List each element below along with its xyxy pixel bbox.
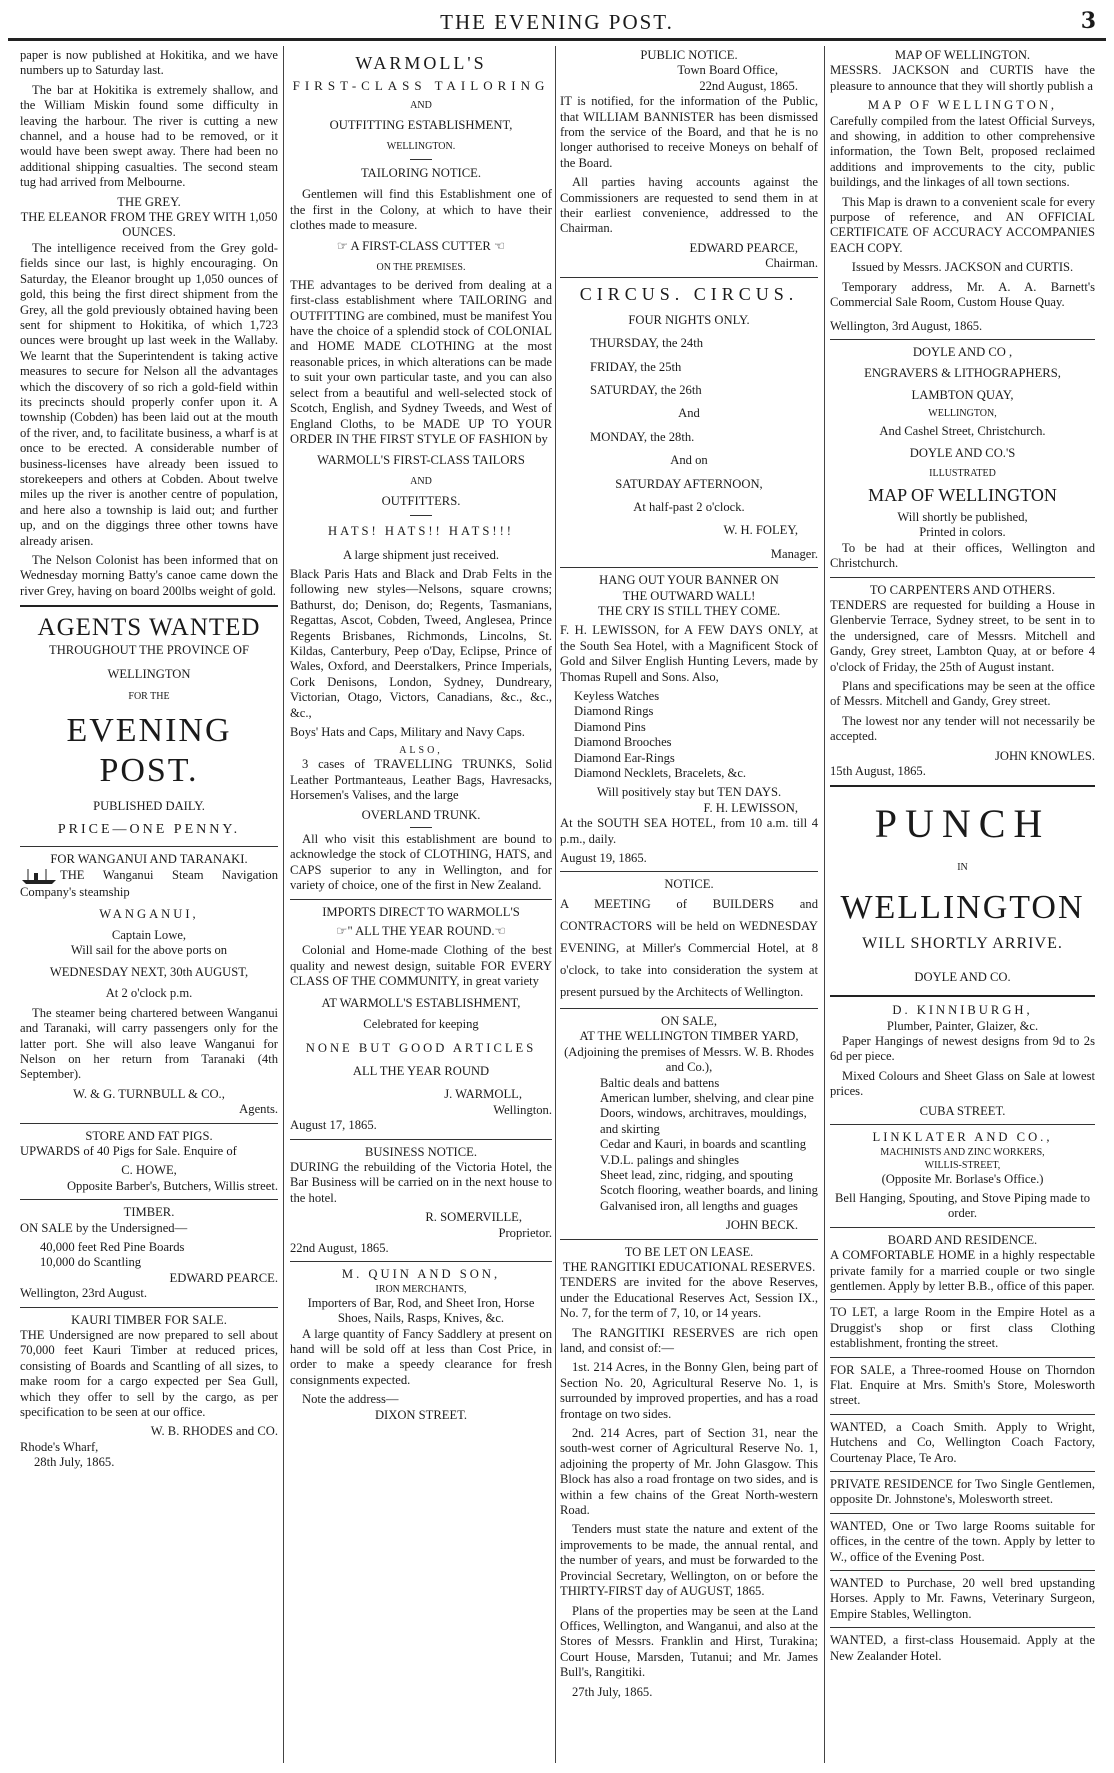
wanganui-time: At 2 o'clock p.m.	[105, 986, 193, 1001]
doyle-line: To be had at their offices, Wellington and Christchurch.	[830, 540, 1095, 571]
column-divider	[283, 46, 284, 1763]
circus-time: At half-past 2 o'clock.	[633, 499, 745, 514]
business-date: 22nd August, 1865.	[290, 1240, 389, 1255]
punch-doyle: DOYLE AND CO.	[914, 969, 1011, 984]
notice-heading: NOTICE.	[664, 877, 714, 892]
lease-text: Tenders must state the nature and extent of the improvements to be made, the annual rental, and the number of years, and must be forwarded to the Provincial Secretary, Wellington, on or before the THIRTY-FIRST day of AUGUST, 1865.	[560, 1522, 818, 1599]
onsale-heading: ON SALE,	[661, 1013, 717, 1028]
divider	[290, 1139, 552, 1140]
lewisson-item: Keyless Watches	[574, 689, 660, 703]
carpenters-text: Plans and specifications may be seen at the office of Messrs. Mitchell and Gandy, Grey street.	[830, 679, 1095, 709]
bar-article: The bar at Hokitika is extremely shallow, and the William Miskin found some difficulty in leaving the harbour. The river is cutting a new channel, and a house had to be removed, or it would have been swept away. There had been no additional shipping casualties. The second steam tug had arrived from Melbourne.	[20, 82, 278, 190]
public-office: Town Board Office,	[677, 63, 778, 78]
pigs-signature: C. HOWE,	[121, 1163, 177, 1178]
lewisson-item: Diamond Necklets, Bracelets, &c.	[574, 766, 747, 781]
wanganui-heading: FOR WANGANUI AND TARANAKI.	[50, 851, 248, 866]
kauri-heading: KAURI TIMBER FOR SALE.	[71, 1312, 227, 1327]
divider	[830, 339, 1095, 340]
quin-address: DIXON STREET.	[374, 1407, 468, 1422]
circus-and: And	[678, 406, 700, 421]
lease-text: The RANGITIKI RESERVES are rich open land, and consist of:—	[560, 1325, 818, 1355]
carpenters-date: 15th August, 1865.	[830, 764, 926, 779]
lewisson-stay: Will positively stay but TEN DAYS.	[596, 785, 782, 800]
lease-date: 27th July, 1865.	[572, 1684, 653, 1699]
for-sale-text: FOR SALE, a Three-roomed House on Thorndon Flat. Enquire at Mrs. Smith's Store, Molesworth street.	[830, 1362, 1095, 1408]
divider	[20, 846, 278, 847]
onsale-item: Cedar and Kauri, in boards and scantling	[600, 1137, 806, 1152]
pointing-hand-icon: ☜	[494, 924, 506, 939]
pointing-hand-icon: ☞	[336, 239, 349, 254]
public-role: Chairman.	[765, 256, 818, 271]
pigs-address: Opposite Barber's, Butchers, Willis street.	[66, 1178, 278, 1193]
divider	[830, 1627, 1095, 1628]
agents-line: WELLINGTON	[107, 666, 191, 681]
grey-heading: THE GREY.	[117, 194, 181, 209]
wanted-text: WANTED, a first-class Housemaid. Apply at the New Zealander Hotel.	[830, 1633, 1095, 1663]
map-text-3: This Map is drawn to a convenient scale for every purpose of reference, and AN OFFICIAL CERTIFICATE OF ACCURACY ACCOMPANIES EACH COPY.	[830, 194, 1095, 255]
quin-imports: Importers of Bar, Rod, and Sheet Iron, Horse Shoes, Nails, Rasps, Knives, &c.	[307, 1295, 535, 1326]
lewisson-item: Diamond Pins	[574, 719, 646, 734]
circus-role: Manager.	[770, 546, 818, 561]
lewisson-date: August 19, 1865.	[560, 851, 647, 866]
timber-signature: EDWARD PEARCE.	[169, 1270, 278, 1285]
divider	[560, 1008, 818, 1009]
lease-text: TENDERS are invited for the above Reserves, under the Educational Reserves Act, Session IX., No. 7, for the term of 7, 10, or 14 years.	[560, 1275, 818, 1321]
lease-text: 2nd. 214 Acres, part of Section 31, near the south-west corner of Agricultural Reserve No. 1, adjoining the property of Mr. John Glasgow. This Block has also a road frontage on two sides, and is within a few chains of the Great North-western Road.	[560, 1426, 818, 1518]
onsale-adjoining: (Adjoining the premises of Messrs. W. B. Rhodes and Co.),	[564, 1044, 814, 1075]
divider	[830, 1414, 1095, 1415]
kinniburgh-line: Plumber, Painter, Glaizer, &c.	[886, 1018, 1039, 1033]
lease-text: 1st. 214 Acres, in the Bonny Glen, being part of Section No. 20, Agricultural Reserve No. 1, is surrounded by improved properties, and has a road frontage on two sides.	[560, 1360, 818, 1421]
punch-in: IN	[957, 862, 968, 874]
warmoll-date: August 17, 1865.	[290, 1118, 377, 1133]
onsale-item: Scotch flooring, weather boards, and lining	[600, 1183, 818, 1198]
warmoll-outfitting: OUTFITTING ESTABLISHMENT,	[329, 118, 513, 133]
divider	[830, 995, 1095, 997]
wanganui-line: Will sail for the above ports on	[70, 943, 228, 958]
public-text-2: All parties having accounts against the Commissioners are requested to send them in at their earliest convenience, addressed to the Chairman.	[560, 175, 818, 236]
wanted-text: WANTED, One or Two large Rooms suitable for offices, in the centre of the town. Apply by letter to W., office of the Evening Post.	[830, 1518, 1095, 1564]
divider	[830, 1124, 1095, 1125]
banner-line: THE OUTWARD WALL!	[622, 588, 756, 603]
agents-price: PRICE—ONE PENNY.	[57, 822, 241, 838]
lewisson-text: F. H. LEWISSON, for A FEW DAYS ONLY, at the South Sea Hotel, with a Magnificent Stock of Gold and Silver English Hunting Levers, made by Thomas Rupell and Sons. Also,	[560, 623, 818, 684]
agents-line: THROUGHOUT THE PROVINCE OF	[49, 643, 249, 658]
timber-date: Wellington, 23rd August.	[20, 1286, 148, 1301]
to-let-text: TO LET, a large Room in the Empire Hotel as a Druggist's shop or first class Clothing establishment, fronting the street.	[830, 1305, 1095, 1351]
kauri-date: 28th July, 1865.	[34, 1455, 115, 1470]
divider	[830, 1227, 1095, 1228]
colonial-text: Colonial and Home-made Clothing of the best quality and newest design, suitable FOR EVERY CLASS OF THE COMMUNITY, in great variety	[290, 943, 552, 989]
warmoll-tailoring: FIRST-CLASS TAILORING	[292, 78, 550, 93]
onsale-item: Doors, windows, architraves, mouldings, and skirting	[600, 1106, 807, 1136]
timber-item: 40,000 feet Red Pine Boards	[40, 1239, 185, 1254]
doyle-line: ILLUSTRATED	[929, 467, 996, 479]
public-text: IT is notified, for the information of the Public, that WILLIAM BANNISTER has been dismissed from the service of the Board, and that he is no longer authorised to receive Moneys on behalf of the Board.	[560, 94, 818, 170]
lewisson-item: Diamond Ear-Rings	[574, 750, 675, 765]
none-but-line: NONE BUT GOOD ARTICLES	[305, 1040, 537, 1055]
lease-heading: TO BE LET ON LEASE.	[624, 1244, 754, 1259]
kauri-signature: W. B. RHODES and CO.	[150, 1424, 278, 1439]
steamship-icon	[20, 867, 60, 885]
divider	[830, 1513, 1095, 1514]
doyle-line: Printed in colors.	[919, 525, 1006, 540]
carpenters-signature: JOHN KNOWLES.	[994, 748, 1095, 763]
private-residence-text: PRIVATE RESIDENCE for Two Single Gentlemen, opposite Dr. Johnstone's, Molesworth street.	[830, 1477, 1095, 1507]
onsale-item: American lumber, shelving, and clear pine	[600, 1090, 814, 1105]
divider	[20, 1307, 278, 1308]
map-date: Wellington, 3rd August, 1865.	[830, 318, 983, 333]
celebrated-line: Celebrated for keeping	[363, 1017, 479, 1032]
divider	[20, 1123, 278, 1124]
lease-text: Plans of the properties may be seen at the Land Offices, Wellington, and Wanganui, and also at the Stores of Messrs. Franklin and Hirst, Turakina; Court House, Marsden, Tutanui; and Mr. James Bull's, Rangitiki.	[560, 1603, 818, 1680]
map-address: Temporary address, Mr. A. A. Barnett's Commercial Sale Room, Custom House Quay.	[830, 279, 1095, 310]
header-rule	[8, 38, 1106, 41]
divider	[560, 277, 818, 278]
hats-list: Black Paris Hats and Black and Drab Felts in the following new styles—Nelsons, square crowns; Bathurst, do; Denison, do; Regents, Tasmanians, Regattas, Ascot, Cobden, Tweed, Anglesea, Prince Regents Brisbanes, Richmonds, Lincolns, St. Kildas, Canterbury, Peep o'Day, Eclipse, Prince of Wales, Oxford, and Deerstalkers, Prince Imperials, Cork Denisons, London, Sydney, Dundreary, Victorian, Otago, Victors, Canadians, &c., &c., &c.,	[290, 566, 552, 720]
doyle-line: ENGRAVERS & LITHOGRAPHERS,	[864, 366, 1061, 381]
divider	[830, 1570, 1095, 1571]
map-heading: MAP OF WELLINGTON.	[894, 48, 1031, 62]
timber-heading: TIMBER.	[123, 1205, 175, 1220]
doyle-heading: DOYLE AND CO ,	[912, 344, 1013, 359]
at-warmoll-line: AT WARMOLL'S ESTABLISHMENT,	[321, 995, 521, 1010]
column-divider	[555, 46, 556, 1763]
map-text: MESSRS. JACKSON and CURTIS have the pleasure to announce that they will shortly publish a	[830, 63, 1095, 93]
wanganui-text: THE Wanganui Steam Navigation Company's steamship	[20, 868, 278, 900]
wanganui-signature: W. & G. TURNBULL & CO.,	[73, 1086, 225, 1101]
column-divider	[824, 46, 825, 1763]
advantages-text: THE advantages to be derived from dealing at a first-class establishment where TAILORING and OUTFITTING are combined, must be manifest You have the choice of a splendid stock of COLONIAL and HOME MADE CLOTHING at the most reasonable prices, in which alterations can be made to suit your own particular taste, and you can also select from a beautiful and well-selected stock of Scotch, English, and Sydney Tweeds, and West of England Cloths, to be MADE UP TO YOUR ORDER IN THE FIRST STYLE OF FASHION by	[290, 277, 552, 446]
linklater-line: Bell Hanging, Spouting, and Stove Piping made to order.	[834, 1190, 1090, 1221]
lewisson-item: Diamond Brooches	[574, 735, 672, 750]
captain: Captain Lowe,	[111, 928, 187, 943]
hats-received: A large shipment just received.	[342, 547, 500, 562]
divider	[830, 1299, 1095, 1300]
divider	[560, 567, 818, 568]
lease-subheading: THE RANGITIKI EDUCATIONAL RESERVES.	[562, 1259, 816, 1274]
business-signature: R. SOMERVILLE,	[425, 1210, 522, 1225]
divider	[830, 785, 1095, 787]
trunks-text: 3 cases of TRAVELLING TRUNKS, Solid Leather Portmanteaus, Leather Bags, Havresacks, Horsemen's Valises, and the large	[290, 757, 552, 803]
doyle-line: And Cashel Street, Christchurch.	[879, 424, 1046, 439]
onsale-item: Sheet lead, zinc, ridging, and spouting	[600, 1167, 794, 1182]
and-line: AND	[410, 475, 432, 487]
ship-name: WANGANUI,	[99, 906, 199, 921]
kinniburgh-street: CUBA STREET.	[919, 1103, 1006, 1118]
map-title: MAP OF WELLINGTON,	[867, 98, 1058, 113]
quin-text: A large quantity of Fancy Saddlery at present on hand will be sold off at less than Cost Price, in order to make a speedy clearance for fresh consignments expected.	[290, 1326, 552, 1387]
kinniburgh-line: Paper Hangings of newest designs from 9d to 2s 6d per piece.	[830, 1034, 1095, 1064]
page-header	[0, 0, 1114, 46]
divider	[290, 1261, 552, 1262]
divider	[560, 871, 818, 872]
colonist-article: The Nelson Colonist has been informed that on Wednesday morning Batty's canoe came down the river Grey, having on board 200lbs weight of gold.	[20, 553, 278, 598]
board-heading: BOARD AND RESIDENCE.	[887, 1232, 1038, 1247]
doyle-line: WELLINGTON,	[928, 408, 997, 420]
business-role: Proprietor.	[498, 1225, 552, 1240]
agents-heading: AGENTS WANTED	[37, 614, 261, 642]
four-nights: FOUR NIGHTS ONLY.	[628, 312, 750, 327]
circus-sat-afternoon: SATURDAY AFTERNOON,	[615, 476, 763, 491]
cutter-line: A FIRST-CLASS CUTTER	[350, 239, 491, 254]
circus-day: SATURDAY, the 26th	[590, 382, 702, 397]
wanganui-date: WEDNESDAY NEXT, 30th AUGUST,	[49, 964, 249, 979]
divider	[830, 1471, 1095, 1472]
quin-subheading: IRON MERCHANTS,	[375, 1283, 467, 1295]
kinniburgh-heading: D. KINNIBURGH,	[892, 1003, 1033, 1018]
intro-text: paper is now published at Hokitika, and we have numbers up to Saturday last.	[20, 48, 278, 78]
lewisson-item: Diamond Rings	[574, 704, 654, 719]
carpenters-heading: TO CARPENTERS AND OTHERS.	[869, 582, 1056, 597]
warmoll-title: WARMOLL'S	[355, 53, 487, 73]
linklater-heading: LINKLATER AND CO.,	[872, 1130, 1053, 1145]
visit-text: All who visit this establishment are bound to acknowledge the stock of CLOTHING, HATS, and CAPS superior to any in Wellington, and for variety of choice, one of the first in New Zealand.	[290, 832, 552, 893]
premises-line: ON THE PREMISES.	[376, 261, 466, 273]
map-text-2: Carefully compiled from the latest Official Surveys, and showing, in addition to other comprehensive information, the Town Belt, proposed reclaimed additions and improvements to the city, public buildings, and the linkages of all town sections.	[830, 113, 1095, 190]
imports-line: IMPORTS DIRECT TO WARMOLL'S	[322, 904, 520, 919]
notice-text: A MEETING of BUILDERS and CONTRACTORS will be held on WEDNESDAY EVENING, at Miller's Commercial Hotel, at 8 o'clock, to take into consideration the system at present pursued by the Architects of Wellington.	[560, 896, 818, 999]
wanted-text: WANTED to Purchase, 20 well bred upstanding Horses. Apply to Mr. Fawns, Veterinary Surgeon, Empire Stables, Wellington.	[830, 1576, 1095, 1621]
grey-article: The intelligence received from the Grey gold-fields since our last, is highly encouraging. On Saturday, the Eleanor brought up 1,050 ounces of gold, this being the first direct shipment from the Grey, all the gold previously obtained having been sent for shipment to Hokitika, of which 1,723 ounces were brought up last week in the Wallaby. We learnt that the Superintendent is taking active measures to secure for Nelson all the advantages which the discovery of so rich a gold-field within its precincts should properly confer upon it. A township (Cobden) has been laid out at the mouth of the river, and, to facilitate business, a wharf is at once to be erected. A considerable number of business-licenses have already been issued to storekeepers and others at Cobden. About twelve miles up the river is another centre of population, and here also a township is laid out; and further up, and on the diggings three other towns have already arisen.	[20, 240, 278, 548]
circus-day: THURSDAY, the 24th	[590, 336, 704, 351]
onsale-location: AT THE WELLINGTON TIMBER YARD,	[579, 1029, 799, 1044]
timber-item: 10,000 do Scantling	[40, 1255, 142, 1270]
lewisson-items	[574, 689, 818, 781]
lewisson-location: At the SOUTH SEA HOTEL, from 10 a.m. till 4 p.m., daily.	[560, 816, 818, 846]
punch-title: PUNCH	[874, 801, 1051, 847]
year-round-line: " ALL THE YEAR ROUND.	[347, 924, 495, 939]
public-date: 22nd August, 1865.	[699, 78, 798, 93]
divider	[20, 605, 278, 607]
quin-heading: M. QUIN AND SON,	[341, 1267, 501, 1282]
kauri-text: THE Undersigned are now prepared to sell about 70,000 feet Kauri Timber at reduced prices, consisting of Boards and Scantling of all sizes, to make room for a cargo expected per Sea Gull, which they offer to sell by the cargo, as per specification to be seen at our office.	[20, 1328, 278, 1420]
kinniburgh-line: Mixed Colours and Sheet Glass on Sale at lowest prices.	[830, 1068, 1095, 1099]
onsale-item: Baltic deals and battens	[600, 1075, 720, 1090]
banner-line: HANG OUT YOUR BANNER ON	[599, 573, 779, 588]
linklater-line: WILLIS-STREET,	[924, 1159, 1001, 1171]
lewisson-signature: F. H. LEWISSON,	[703, 800, 798, 815]
column-2	[290, 48, 552, 1763]
column-3	[560, 48, 818, 1763]
public-notice-heading: PUBLIC NOTICE.	[640, 48, 738, 62]
business-heading: BUSINESS NOTICE.	[365, 1144, 477, 1159]
circus-and-on: And on	[670, 453, 708, 468]
public-signature: EDWARD PEARCE,	[689, 240, 798, 255]
onsale-items	[600, 1076, 818, 1215]
divider	[290, 899, 552, 900]
masthead-title: THE EVENING POST.	[440, 10, 674, 34]
map-issued: Issued by Messrs. JACKSON and CURTIS.	[851, 260, 1074, 275]
agents-line: PUBLISHED DAILY.	[93, 799, 205, 814]
wanted-text: WANTED, a Coach Smith. Apply to Wright, Hutchens and Co, Wellington Coach Factory, Courtenay Place, Te Aro.	[830, 1419, 1095, 1465]
onsale-signature: JOHN BECK.	[725, 1218, 798, 1233]
pigs-heading: STORE AND FAT PIGS.	[85, 1128, 213, 1143]
tailoring-notice-text: Gentlemen will find this Establishment one of the first in the Colony, at which to have their clothes made to measure.	[290, 187, 552, 233]
wanganui-details: The steamer being chartered between Wanganui and Taranaki, will carry passengers only for the latter port. She will also leave Wanganui for Nelson on her return from Taranaki (4th September).	[20, 1005, 278, 1082]
column-4	[830, 48, 1095, 1763]
circus-day: FRIDAY, the 25th	[590, 359, 682, 374]
onsale-item: Galvanised iron, all lengths and guages	[600, 1198, 798, 1213]
doyle-line: LAMBTON QUAY,	[911, 387, 1014, 402]
warmoll-signature: J. WARMOLL,	[444, 1087, 522, 1102]
carpenters-text: TENDERS are requested for building a House in Glenbervie Terrace, Sydney street, to be sent in to the undersigned, care of Messrs. Mitchell and Gandy, Grey street, Lambton Quay, at or before 4 o'clock of Friday, the 25th of August instant.	[830, 597, 1095, 674]
all-year-line: ALL THE YEAR ROUND	[352, 1063, 490, 1078]
doyle-map-title: MAP OF WELLINGTON	[868, 484, 1057, 505]
timber-text: ON SALE by the Undersigned—	[20, 1220, 188, 1235]
circus-heading: CIRCUS. CIRCUS.	[579, 283, 799, 304]
divider	[830, 1357, 1095, 1358]
firstclass-line: WARMOLL'S FIRST-CLASS TAILORS	[317, 453, 525, 468]
pointing-hand-icon: ☞	[336, 924, 348, 939]
wanganui-agents: Agents.	[239, 1102, 278, 1117]
divider	[20, 1199, 278, 1200]
column-1	[20, 48, 278, 1763]
hats-boys: Boys' Hats and Caps, Military and Navy Caps.	[290, 725, 525, 739]
pointing-hand-icon: ☜	[493, 239, 506, 254]
pigs-text: UPWARDS of 40 Pigs for Sale. Enquire of	[20, 1143, 237, 1158]
carpenters-text: The lowest nor any tender will not necessarily be accepted.	[830, 713, 1095, 744]
page-number: 3	[1080, 8, 1096, 34]
agents-paper-name: EVENING POST.	[66, 712, 232, 790]
hats-heading: HATS! HATS!! HATS!!!	[328, 524, 514, 539]
onsale-item: V.D.L. palings and shingles	[600, 1152, 739, 1167]
outfitters-line: OUTFITTERS.	[381, 493, 461, 508]
overland-trunk: OVERLAND TRUNK.	[361, 807, 481, 822]
also-line: ALSO,	[399, 745, 443, 757]
circus-signature: W. H. FOLEY,	[723, 523, 798, 538]
doyle-line: Will shortly be published,	[897, 509, 1028, 524]
tailoring-notice-heading: TAILORING NOTICE.	[360, 165, 481, 180]
agents-line: FOR THE	[128, 691, 170, 703]
warmoll-place: Wellington.	[493, 1102, 552, 1117]
banner-line: THE CRY IS STILL THEY COME.	[597, 603, 781, 618]
punch-arrive: WILL SHORTLY ARRIVE.	[862, 935, 1063, 953]
linklater-line: MACHINISTS AND ZINC WORKERS,	[880, 1146, 1045, 1158]
business-text: DURING the rebuilding of the Victoria Hotel, the Bar Business will be carried on in the next house to the hotel.	[290, 1159, 552, 1205]
divider	[830, 577, 1095, 578]
board-text: A COMFORTABLE HOME in a highly respectable private family for a married couple or two single gentlemen. Apply by letter B.B., office of this paper.	[830, 1248, 1095, 1293]
warmoll-and: AND	[410, 100, 432, 112]
punch-wellington: WELLINGTON	[840, 889, 1085, 927]
linklater-line: (Opposite Mr. Borlase's Office.)	[881, 1171, 1044, 1186]
divider	[560, 1239, 818, 1240]
warmoll-city: WELLINGTON.	[386, 140, 456, 152]
quin-note: Note the address—	[302, 1392, 399, 1407]
grey-subheading: THE ELEANOR FROM THE GREY WITH 1,050 OUNCES.	[20, 210, 278, 240]
circus-day: MONDAY, the 28th.	[590, 429, 695, 444]
doyle-line: DOYLE AND CO.'S	[909, 445, 1016, 460]
kauri-address: Rhode's Wharf,	[20, 1439, 99, 1454]
